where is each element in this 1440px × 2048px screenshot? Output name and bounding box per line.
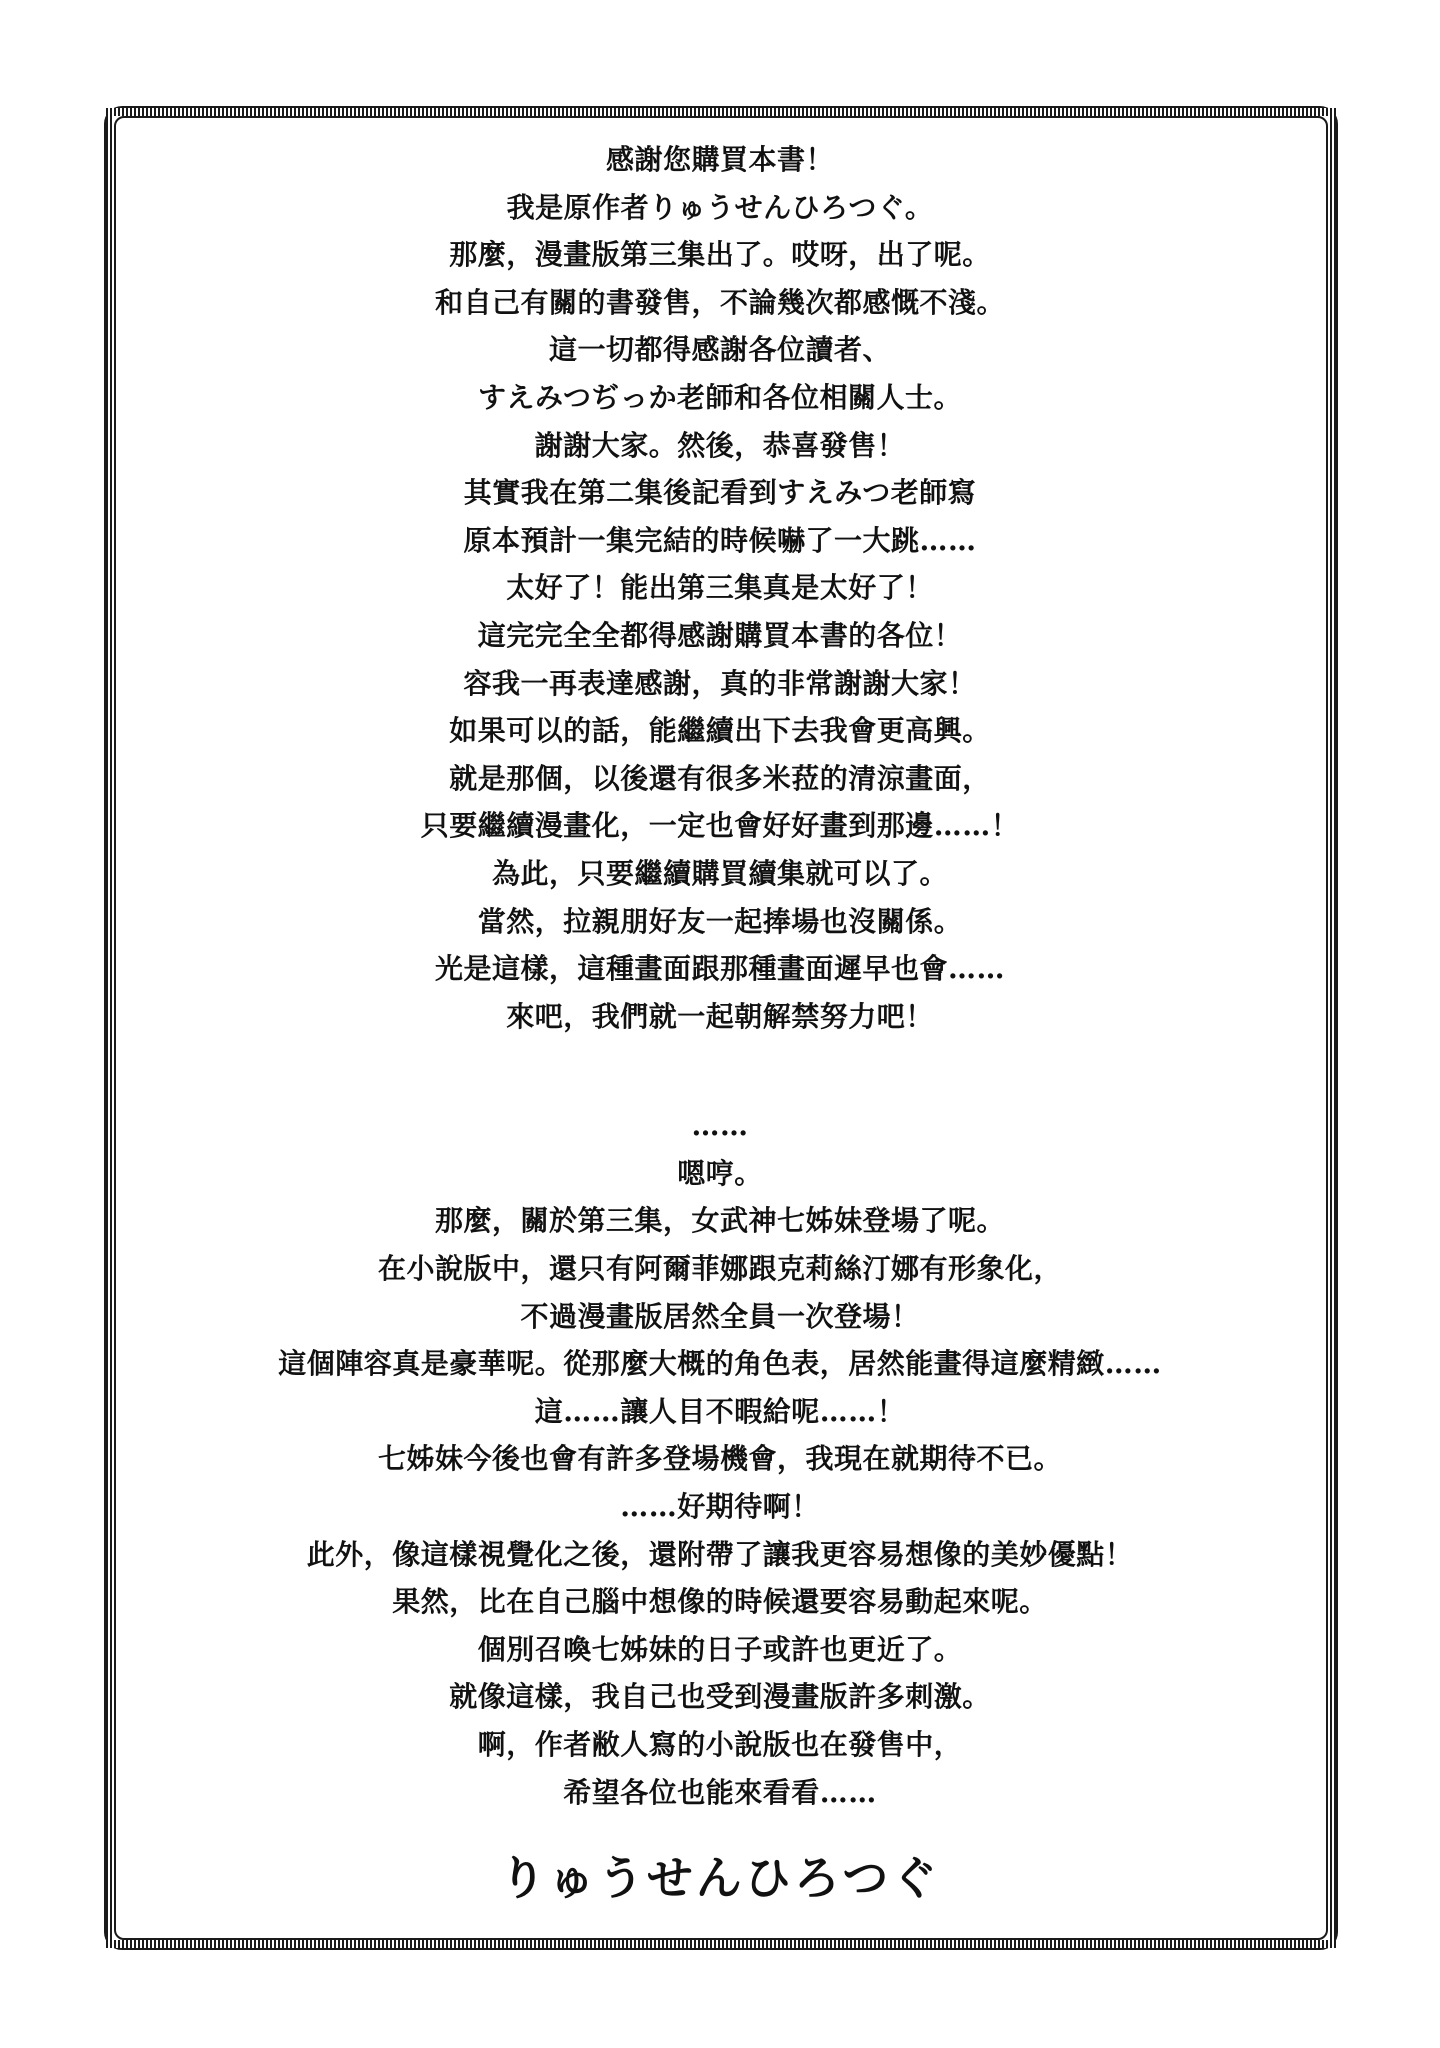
text-line: 來吧，我們就一起朝解禁努力吧！ (506, 999, 934, 1033)
text-line: 不過漫畫版居然全員一次登場！ (520, 1299, 920, 1333)
text-line: 當然，拉親朋好友一起捧場也沒關係。 (477, 904, 963, 938)
text-line: 七姊妹今後也會有許多登場機會，我現在就期待不已。 (377, 1442, 1062, 1476)
text-line: 我是原作者りゅうせんひろつぐ。 (506, 190, 934, 224)
text-line: 嗯哼。 (677, 1156, 763, 1190)
text-line: 那麼，漫畫版第三集出了。哎呀，出了呢。 (449, 238, 991, 272)
afterword-text (130, 136, 1310, 1816)
text-line: 這……讓人目不暇給呢……！ (534, 1394, 906, 1428)
text-line: 如果可以的話，能繼續出下去我會更高興。 (449, 714, 991, 748)
text-line: 個別召喚七姊妹的日子或許也更近了。 (477, 1632, 963, 1666)
text-line: 為此，只要繼續購買續集就可以了。 (491, 856, 948, 890)
text-line: 這一切都得感謝各位讀者、 (548, 333, 891, 367)
text-line: 那麼，關於第三集，女武神七姊妹登場了呢。 (434, 1204, 1005, 1238)
paragraph-gap (130, 1040, 1310, 1102)
text-line: 這完完全全都得感謝購買本書的各位！ (477, 618, 963, 652)
text-line: すえみつぢっか老師和各位相關人士。 (478, 380, 962, 414)
text-line: 在小說版中，還只有阿爾菲娜跟克莉絲汀娜有形象化， (377, 1252, 1062, 1286)
author-signature: りゅうせんひろつぐ (499, 1851, 941, 1905)
text-line: 希望各位也能來看看…… (563, 1775, 877, 1809)
text-line: …… (691, 1109, 749, 1143)
text-line: 這個陣容真是豪華呢。從那麼大概的角色表，居然能畫得這麼精緻…… (278, 1347, 1162, 1381)
text-line: 啊，作者敝人寫的小說版也在發售中， (477, 1728, 963, 1761)
text-line: 容我一再表達感謝，真的非常謝謝大家！ (463, 666, 977, 700)
text-line: 光是這樣，這種畫面跟那種畫面遲早也會…… (434, 952, 1005, 986)
text-line: 其實我在第二集後記看到すえみつ老師寫 (463, 476, 977, 510)
text-line: 和自己有關的書發售，不論幾次都感慨不淺。 (434, 285, 1005, 319)
text-line: 就像這樣，我自己也受到漫畫版許多刺激。 (449, 1680, 991, 1714)
text-line: 此外，像這樣視覺化之後，還附帶了讓我更容易想像的美妙優點！ (306, 1537, 1134, 1571)
text-line: 原本預計一集完結的時候嚇了一大跳…… (463, 523, 977, 557)
text-line: 太好了！能出第三集真是太好了！ (506, 571, 934, 605)
text-line: 就是那個，以後還有很多米菈的清涼畫面， (449, 761, 991, 795)
text-line: ……好期待啊！ (620, 1490, 820, 1524)
text-line: 感謝您購買本書！ (605, 143, 834, 176)
text-line: 果然，比在自己腦中想像的時候還要容易動起來呢。 (392, 1585, 1048, 1619)
text-line: 只要繼續漫畫化，一定也會好好畫到那邊……！ (420, 809, 1020, 843)
text-line: 謝謝大家。然後，恭喜發售！ (534, 428, 906, 462)
